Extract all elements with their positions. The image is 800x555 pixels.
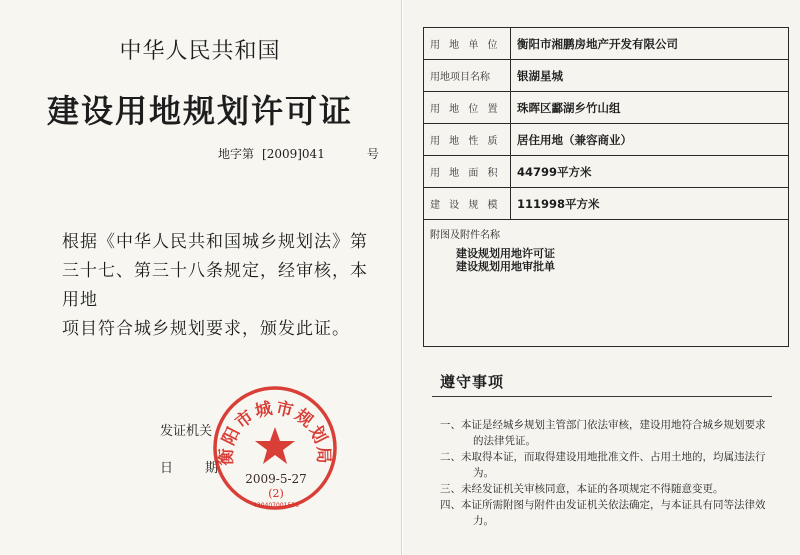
attachments-row xyxy=(424,220,789,347)
row-value: 银湖星城 xyxy=(511,60,789,92)
seal-sub: (2) xyxy=(268,487,284,500)
row-label: 用 地 性 质 xyxy=(424,124,511,156)
certificate-body xyxy=(62,228,382,344)
cert-prefix: 地字第 xyxy=(218,147,255,161)
rules-title: 遵守事项 xyxy=(440,373,505,391)
row-label: 用 地 位 置 xyxy=(424,92,511,124)
row-label: 用 地 单 位 xyxy=(424,28,511,60)
rule-item: 二、未取得本证，而取得建设用地批准文件、占用土地的，均属违法行 为。 xyxy=(440,451,766,479)
attachment-item: 建设规划用地审批单 xyxy=(456,260,555,273)
rules-list xyxy=(440,418,790,530)
official-seal-icon xyxy=(210,383,340,513)
row-value: 111998平方米 xyxy=(511,188,789,220)
issuer-label: 发证机关 xyxy=(160,424,213,439)
attachments-label: 附图及附件名称 xyxy=(430,230,500,241)
row-value: 衡阳市湘鹏房地产开发有限公司 xyxy=(511,28,789,60)
row-value: 居住用地（兼容商业） xyxy=(511,124,789,156)
table-row xyxy=(424,92,789,124)
body-line: 三十七、第三十八条规定，经审核，本用地 xyxy=(62,261,368,310)
row-label: 建 设 规 模 xyxy=(424,188,511,220)
row-value: 珠晖区酃湖乡竹山组 xyxy=(511,92,789,124)
attachments-list xyxy=(456,247,782,273)
rule-item: 三、未经发证机关审核同意，本证的各项规定不得随意变更。 xyxy=(440,483,724,495)
table-row xyxy=(424,60,789,92)
cert-suffix: 号 xyxy=(366,147,379,161)
row-value: 44799平方米 xyxy=(511,156,789,188)
certificate-number xyxy=(218,145,379,162)
rule-item: 一、本证是经城乡规划主管部门依法审核，建设用地符合城乡规划要求 的法律凭证。 xyxy=(440,419,766,447)
seal-arc-text: 衡阳市城市规划局 xyxy=(216,398,334,466)
rules-divider xyxy=(432,396,772,397)
rule-item: 四、本证所需附图与附件由发证机关依法确定，与本证具有同等法律效 力。 xyxy=(440,499,766,527)
body-line: 根据《中华人民共和国城乡规划法》第 xyxy=(62,232,368,252)
date-label: 日 期 xyxy=(160,461,221,476)
table-row xyxy=(424,124,789,156)
cert-number-value: [2009]041 xyxy=(262,147,325,161)
row-label: 用地项目名称 xyxy=(424,60,511,92)
attachments-cell xyxy=(424,220,789,347)
attachment-item: 建设规划用地许可证 xyxy=(456,247,555,260)
row-label: 用 地 面 积 xyxy=(424,156,511,188)
table-row xyxy=(424,28,789,60)
seal-date: 2009-5-27 xyxy=(245,472,307,486)
land-info-table xyxy=(423,27,789,347)
seal-code: 430407001556 xyxy=(253,502,299,509)
body-line: 项目符合城乡规划要求，颁发此证。 xyxy=(62,319,350,339)
country-header: 中华人民共和国 xyxy=(119,39,281,64)
certificate-title: 建设用地规划许可证 xyxy=(46,92,353,130)
table-row xyxy=(424,156,789,188)
table-row xyxy=(424,188,789,220)
